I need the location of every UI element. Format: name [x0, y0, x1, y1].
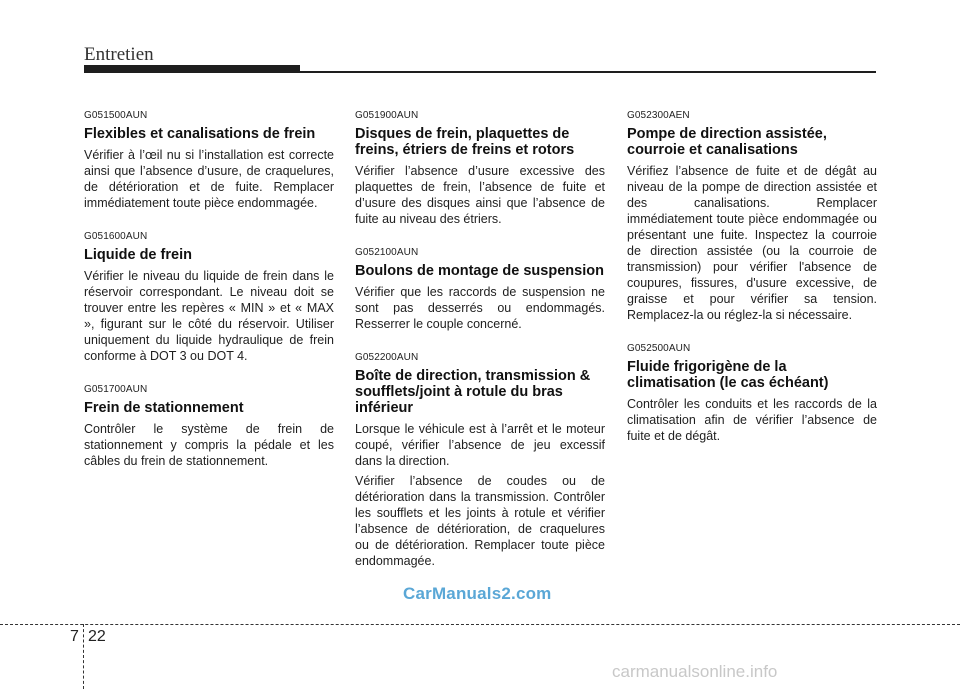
section-code: G052300AEN	[627, 110, 690, 121]
section-brake-discs	[355, 110, 605, 227]
section-heading: Frein de stationnement	[84, 400, 244, 416]
section-paragraph: Vérifier que les raccords de suspension ne sont pas desserrés ou endommagés. Resserrer le couple concerné.	[355, 285, 605, 331]
section-parking-brake	[84, 384, 334, 469]
section-power-steering	[627, 110, 877, 323]
section-paragraph: Lorsque le véhicule est à l’arrêt et le moteur coupé, vérifier l’absence de jeu excessif dans la direction.	[355, 422, 605, 468]
section-code: G051500AUN	[84, 110, 148, 121]
section-suspension-bolts	[355, 247, 605, 332]
section-code: G052100AUN	[355, 247, 419, 258]
section-code: G052200AUN	[355, 352, 419, 363]
section-paragraph: Vérifiez l’absence de fuite et de dégât au niveau de la pompe de direction assistée et des canalisations. Remplacer immédiatement toute pièce endommagée ou présentant une fuite. Inspectez la courroie de direction assistée (ou la courroie de transmission) pour vérifier l'absence de coupures, fissures, d'usure excessive, de graisse et pour vérifier sa tension. Remplacez-la ou réglez-la si nécessaire.	[627, 164, 877, 322]
section-heading: Pompe de direction assistée, courroie et canalisations	[627, 126, 827, 158]
section-code: G051600AUN	[84, 231, 148, 242]
section-code: G052500AUN	[627, 343, 691, 354]
section-paragraph: Vérifier l’absence d’usure excessive des plaquettes de frein, l’absence de fuite et d’usure des disques ainsi que l’absence de fuite au niveau des étriers.	[355, 164, 605, 226]
section-paragraph: Vérifier le niveau du liquide de frein dans le réservoir correspondant. Le niveau doit se trouver entre les repères « MIN » et « MAX », figurant sur le côté du réservoir. Utiliser uniquement du liquide hydraulique de frein conforme à DOT 3 ou DOT 4.	[84, 269, 334, 363]
section-heading: Boîte de direction, transmission & soufflets/joint à rotule du bras inférieur	[355, 368, 591, 416]
footer-watermark: carmanualsonline.info	[612, 662, 778, 681]
header-rule	[300, 71, 876, 73]
section-heading: Flexibles et canalisations de frein	[84, 126, 316, 142]
footer-divider	[83, 624, 84, 689]
footer-rule	[0, 624, 960, 625]
section-heading: Disques de frein, plaquettes de freins, étriers de freins et rotors	[355, 126, 575, 158]
page-header-title: Entretien	[84, 44, 154, 65]
section-brake-lines	[84, 110, 334, 211]
section-heading: Fluide frigorigène de la climatisation (le cas échéant)	[627, 359, 829, 391]
header-bar	[84, 65, 300, 73]
column-3	[627, 110, 877, 464]
column-2	[355, 110, 605, 589]
section-steering-box	[355, 352, 605, 569]
section-paragraph: Contrôler les conduits et les raccords de la climatisation afin de vérifier l’absence de fuite et de dégât.	[627, 397, 877, 443]
section-ac-refrigerant	[627, 343, 877, 444]
section-code: G051900AUN	[355, 110, 419, 121]
page-number: 22	[88, 628, 106, 645]
column-1	[84, 110, 334, 489]
section-heading: Boulons de montage de suspension	[355, 263, 604, 279]
section-paragraph: Vérifier à l’œil nu si l’installation est correcte ainsi que l’absence d’usure, de craquelures, de détérioration et de fuite. Remplacer immédiatement toute pièce endommagée.	[84, 148, 334, 210]
section-code: G051700AUN	[84, 384, 148, 395]
watermark-link[interactable]: CarManuals2.com	[403, 584, 552, 603]
chapter-number: 7	[70, 628, 79, 645]
section-brake-fluid	[84, 231, 334, 364]
section-heading: Liquide de frein	[84, 247, 192, 263]
section-paragraph: Contrôler le système de frein de stationnement y compris la pédale et les câbles du frein de stationnement.	[84, 422, 334, 468]
section-paragraph: Vérifier l’absence de coudes ou de détérioration dans la transmission. Contrôler les soufflets et les joints à rotule et vérifier l’absence de détérioration, de craquelures ou de détérioration. Remplacer toute pièce endommagée.	[355, 474, 605, 568]
